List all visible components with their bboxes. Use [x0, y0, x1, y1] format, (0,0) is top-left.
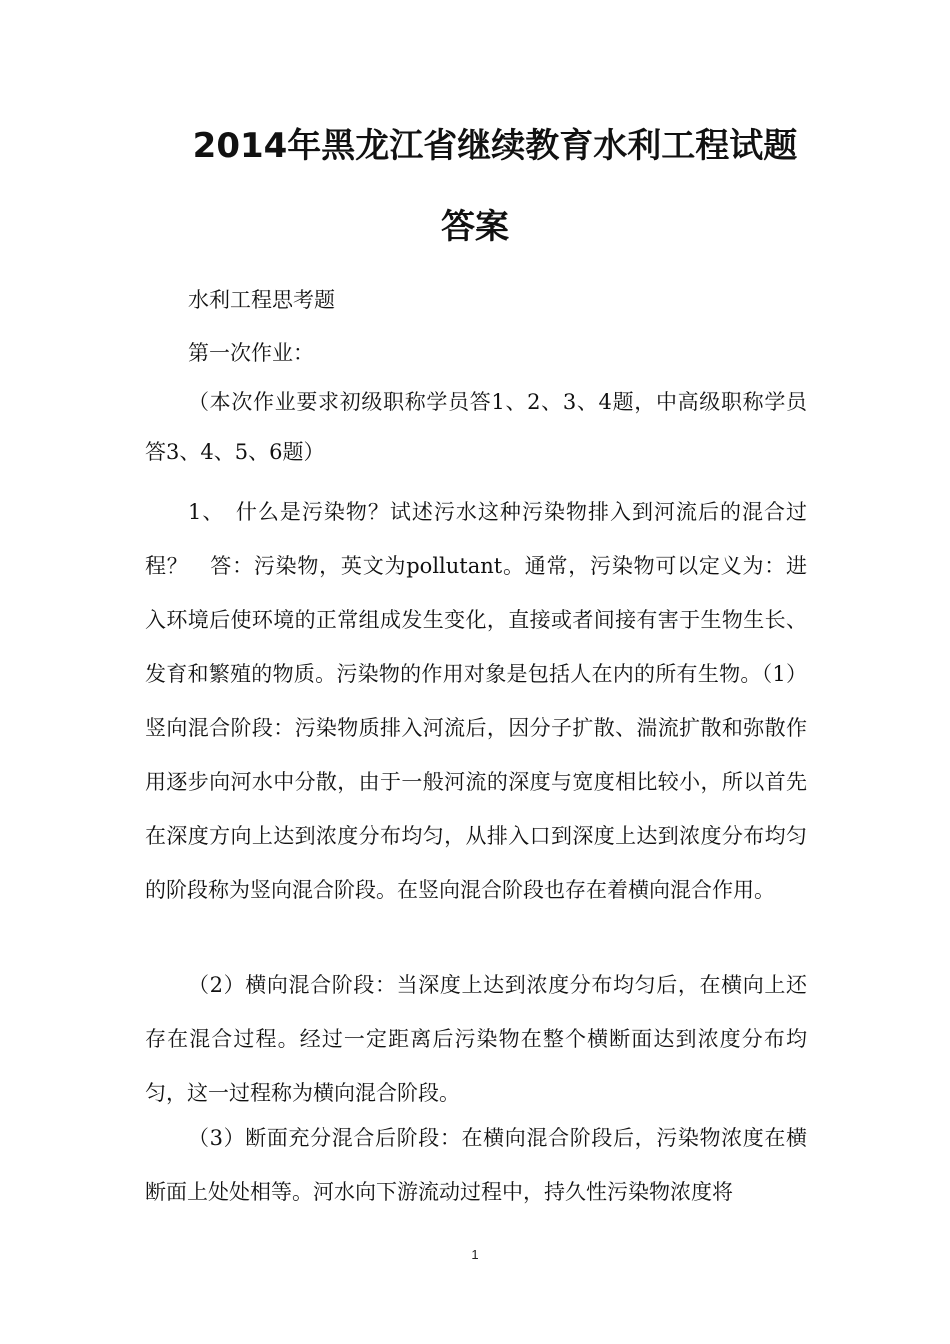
question-1-paragraph: 1、 什么是污染物？试述污水这种污染物排入到河流后的混合过程？ 答：污染物，英文为pollutant。通常，污染物可以定义为：进入环境后使环境的正常组成发生变化，直接或者间接有害于生物生长、发育和繁殖的物质。污染物的作用对象是包括人在内的所有生物。（1）竖向混合阶段：污染物质排入河流后，因分子扩散、湍流扩散和弥散作用逐步向河水中分散，由于一般河流的深度与宽度相比较小，所以首先在深度方向上达到浓度分布均匀，从排入口到深度上达到浓度分布均匀的阶段称为竖向混合阶段。在竖向混合阶段也存在着横向混合作用。 — [145, 500, 807, 902]
document-title-line1: 2014年黑龙江省继续教育水利工程试题 — [192, 126, 798, 166]
assignment-subheading: 第一次作业： — [188, 341, 314, 365]
section-heading: 水利工程思考题 — [188, 288, 335, 312]
stage-2-paragraph: （2）横向混合阶段：当深度上达到浓度分布均匀后，在横向上还存在混合过程。经过一定距离后污染物在整个横断面达到浓度分布均匀，这一过程称为横向混合阶段。 — [145, 973, 807, 1105]
page-number: 1 — [471, 1247, 479, 1262]
document-title-line2: 答案 — [441, 207, 509, 247]
stage-3-paragraph: （3）断面充分混合后阶段：在横向混合阶段后，污染物浓度在横断面上处处相等。河水向下游流动过程中，持久性污染物浓度将 — [145, 1126, 807, 1204]
assignment-requirement: （本次作业要求初级职称学员答1、2、3、4题，中高级职称学员答3、4、5、6题） — [145, 390, 807, 464]
